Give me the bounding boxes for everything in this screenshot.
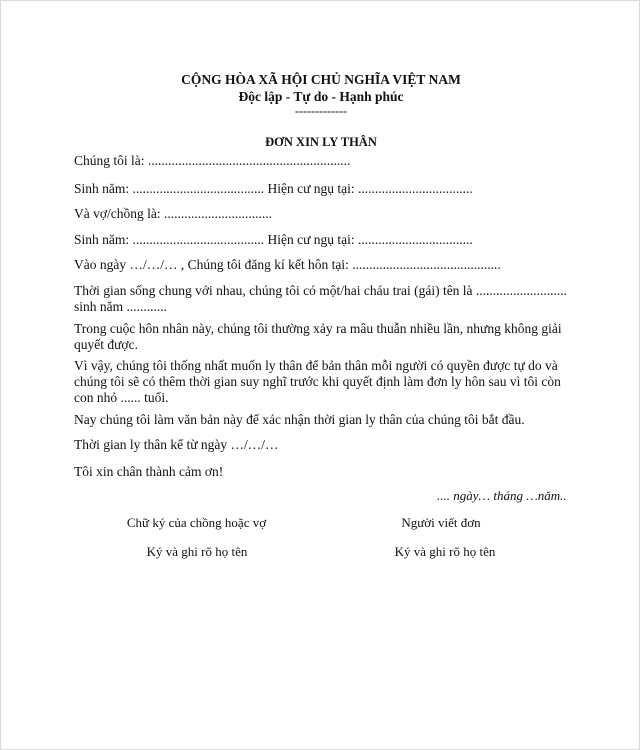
- signature-left-note: Ký và ghi rõ họ tên: [146, 544, 248, 559]
- paragraph-7: Trong cuộc hôn nhân này, chúng tôi thường xảy ra mâu thuẫn nhiều lần, nhưng không giải quyết được.: [74, 321, 562, 352]
- paragraph-9: Nay chúng tôi làm văn bản này để xác nhận thời gian ly thân của chúng tôi bắt đầu.: [74, 412, 525, 427]
- header-divider: -------------: [295, 104, 347, 118]
- paragraph-8: Vì vậy, chúng tôi thống nhất muốn ly thân để bản thân mỗi người có quyền được tự do và chúng tôi sẽ có thêm thời gian suy nghĩ trước khi quyết định làm đơn ly hôn sau vì tôi còn con nhỏ ...... tuổi.: [74, 358, 561, 405]
- paragraph-3: Và vợ/chồng là: ................................: [74, 206, 272, 221]
- national-motto: Độc lập - Tự do - Hạnh phúc: [238, 89, 404, 104]
- paragraph-10: Thời gian ly thân kể từ ngày …/…/…: [74, 437, 279, 452]
- paragraph-11: Tôi xin chân thành cảm ơn!: [74, 464, 224, 479]
- paragraph-4: Sinh năm: ....................................... Hiện cư ngụ tại: ..................................: [74, 232, 473, 247]
- document-title: ĐƠN XIN LY THÂN: [265, 135, 377, 149]
- signature-left-title: Chữ ký của chồng hoặc vợ: [126, 515, 267, 530]
- signature-right-note: Ký và ghi rõ họ tên: [394, 544, 496, 559]
- paragraph-5: Vào ngày …/…/… , Chúng tôi đăng kí kết hôn tại: ............................................: [74, 257, 501, 272]
- paragraph-6: Thời gian sống chung với nhau, chúng tôi có một/hai cháu trai (gái) tên là ........................... sinh năm ............: [74, 283, 568, 314]
- national-title: CỘNG HÒA XÃ HỘI CHỦ NGHĨA VIỆT NAM: [181, 72, 461, 87]
- paragraph-2: Sinh năm: ....................................... Hiện cư ngụ tại: ..................................: [74, 181, 473, 196]
- paragraph-1: Chúng tôi là: ............................................................: [74, 153, 351, 168]
- signature-right-title: Người viết đơn: [401, 515, 481, 530]
- date-line: .... ngày… tháng …năm..: [437, 488, 567, 503]
